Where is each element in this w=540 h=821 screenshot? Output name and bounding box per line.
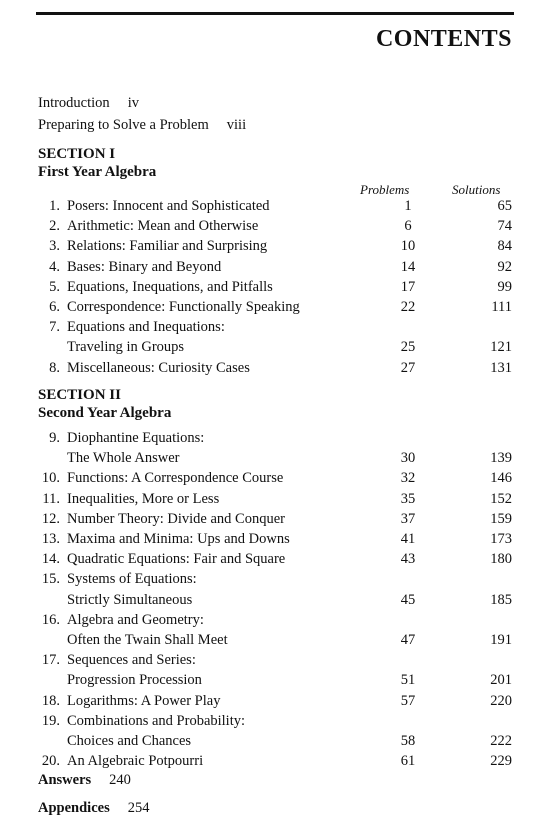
solutions-page: 92 — [497, 258, 512, 275]
problems-column-header: Problems — [360, 182, 410, 197]
chapter-title: Relations: Familiar and Surprising — [67, 238, 268, 255]
problems-page: 22 — [400, 299, 416, 315]
solutions-page: 121 — [490, 339, 512, 356]
problems-page: 47 — [400, 632, 416, 648]
toc-entry — [38, 299, 514, 319]
toc-entry — [38, 612, 514, 632]
chapter-number: 14. — [41, 551, 60, 568]
problems-page: 25 — [400, 339, 416, 356]
toc-entry — [38, 198, 514, 218]
problems-page: 6 — [404, 218, 412, 235]
toc-entry — [38, 319, 514, 339]
problems-page: 17 — [400, 278, 416, 295]
chapter-title: Traveling in Groups — [67, 339, 185, 356]
chapter-title: Number Theory: Divide and Conquer — [67, 510, 285, 527]
solutions-page: 99 — [497, 278, 512, 295]
front-entry-introduction — [38, 95, 139, 112]
chapter-number: 18. — [41, 692, 60, 709]
section-1-heading: SECTION I — [38, 146, 116, 162]
chapter-title: An Algebraic Potpourri — [67, 753, 204, 770]
section-2-heading: SECTION II — [38, 387, 121, 403]
chapter-title: Combinations and Probability: — [67, 712, 246, 729]
problems-page: 58 — [400, 733, 416, 749]
solutions-page: 131 — [490, 359, 512, 376]
top-rule — [36, 12, 514, 15]
entry-page: 254 — [127, 800, 150, 816]
problems-page: 14 — [400, 258, 416, 275]
entry-page: 240 — [109, 772, 131, 788]
solutions-page: 173 — [490, 531, 512, 547]
solutions-page: 220 — [490, 692, 512, 709]
chapter-number: 19. — [41, 712, 60, 729]
toc-entry-continuation — [38, 672, 514, 692]
toc-entry — [38, 571, 514, 591]
chapter-number: 2. — [49, 218, 60, 235]
chapter-title: Correspondence: Functionally Speaking — [67, 299, 300, 315]
toc-entry-continuation — [38, 632, 514, 652]
toc-entry — [38, 238, 514, 258]
toc-entry — [38, 713, 514, 733]
toc-entry-continuation — [38, 339, 514, 359]
chapter-title: Often the Twain Shall Meet — [67, 632, 228, 648]
solutions-page: 111 — [491, 299, 512, 315]
chapter-title: Functions: A Correspondence Course — [67, 470, 284, 487]
chapter-title: Systems of Equations: — [67, 571, 197, 588]
solutions-page: 229 — [490, 753, 512, 770]
chapter-title: Diophantine Equations: — [67, 430, 205, 446]
chapter-number: 13. — [41, 531, 60, 547]
chapter-title: Bases: Binary and Beyond — [67, 258, 222, 275]
chapter-number: 10. — [41, 470, 60, 487]
solutions-column-header: Solutions — [452, 182, 501, 197]
chapter-title: Inequalities, More or Less — [67, 490, 220, 507]
chapter-number: 3. — [49, 238, 60, 255]
chapter-title: Algebra and Geometry: — [67, 611, 204, 628]
chapter-number: 8. — [49, 359, 60, 376]
toc-entry — [38, 693, 514, 713]
toc-entry — [38, 511, 514, 531]
chapter-title: Maxima and Minima: Ups and Downs — [67, 531, 290, 547]
problems-page: 57 — [400, 692, 416, 709]
chapter-title: Sequences and Series: — [67, 652, 196, 669]
problems-page: 32 — [400, 470, 416, 487]
toc-entry — [38, 360, 514, 380]
problems-page: 51 — [400, 672, 416, 689]
chapter-title: Logarithms: A Power Play — [67, 692, 221, 709]
problems-page: 30 — [400, 450, 416, 467]
problems-page: 41 — [400, 531, 416, 547]
toc-entry — [38, 491, 514, 511]
toc-entry — [38, 753, 514, 773]
chapter-title: Strictly Simultaneous — [67, 591, 193, 608]
chapter-title: The Whole Answer — [67, 450, 180, 467]
entry-page: iv — [127, 95, 139, 111]
chapter-title: Equations, Inequations, and Pitfalls — [67, 278, 273, 295]
chapter-number: 16. — [41, 611, 60, 628]
toc-entry-continuation — [38, 733, 514, 753]
chapter-title: Progression Procession — [67, 672, 202, 689]
problems-page: 35 — [400, 490, 416, 507]
solutions-page: 201 — [490, 672, 512, 689]
toc-entry — [38, 470, 514, 490]
chapter-title: Equations and Inequations: — [67, 319, 225, 336]
problems-page: 43 — [400, 551, 416, 568]
toc-entry-continuation — [38, 592, 514, 612]
chapter-number: 5. — [49, 278, 60, 295]
toc-entry — [38, 279, 514, 299]
chapter-title: Choices and Chances — [67, 733, 192, 749]
problems-page: 1 — [404, 198, 412, 214]
solutions-page: 222 — [490, 733, 512, 749]
solutions-page: 191 — [490, 632, 512, 648]
chapter-number: 20. — [41, 753, 60, 770]
chapter-title: Miscellaneous: Curiosity Cases — [67, 359, 250, 376]
chapter-number: 4. — [49, 258, 60, 275]
toc-entry-continuation — [38, 450, 514, 470]
toc-entry — [38, 218, 514, 238]
solutions-page: 139 — [490, 450, 512, 467]
entry-label: Introduction — [38, 95, 110, 111]
chapter-number: 1. — [49, 198, 60, 214]
problems-page: 45 — [400, 591, 416, 608]
toc-entry — [38, 259, 514, 279]
entry-label: Preparing to Solve a Problem — [38, 117, 209, 133]
toc-entry — [38, 430, 514, 450]
chapter-title: Quadratic Equations: Fair and Square — [67, 551, 286, 568]
problems-page: 27 — [400, 359, 416, 376]
solutions-page: 74 — [497, 218, 512, 235]
solutions-page: 65 — [497, 198, 512, 214]
toc-entry — [38, 652, 514, 672]
front-entry-preparing — [38, 117, 246, 134]
solutions-page: 146 — [490, 470, 512, 487]
chapter-number: 17. — [41, 652, 60, 669]
toc-entry — [38, 551, 514, 571]
solutions-page: 152 — [490, 490, 512, 507]
section-1-subtitle: First Year Algebra — [38, 164, 157, 180]
back-entry-answers — [38, 772, 131, 789]
chapter-number: 6. — [49, 299, 60, 315]
chapter-title: Arithmetic: Mean and Otherwise — [67, 218, 259, 235]
problems-page: 61 — [400, 753, 416, 770]
toc-entry — [38, 531, 514, 551]
solutions-page: 84 — [497, 238, 512, 255]
section-2-subtitle: Second Year Algebra — [38, 405, 172, 421]
chapter-number: 9. — [49, 430, 60, 446]
entry-label: Appendices — [38, 800, 110, 816]
chapter-number: 12. — [41, 510, 60, 527]
page-title: CONTENTS — [375, 26, 512, 52]
problems-page: 37 — [400, 510, 416, 527]
chapter-number: 7. — [49, 319, 60, 336]
entry-label: Answers — [38, 772, 92, 788]
solutions-page: 185 — [490, 591, 512, 608]
chapter-number: 15. — [41, 571, 60, 588]
chapter-number: 11. — [42, 490, 60, 507]
chapter-title: Posers: Innocent and Sophisticated — [67, 198, 270, 214]
solutions-page: 180 — [490, 551, 512, 568]
back-entry-appendices — [38, 800, 149, 817]
solutions-page: 159 — [490, 510, 512, 527]
problems-page: 10 — [400, 238, 416, 255]
entry-page: viii — [226, 117, 247, 133]
